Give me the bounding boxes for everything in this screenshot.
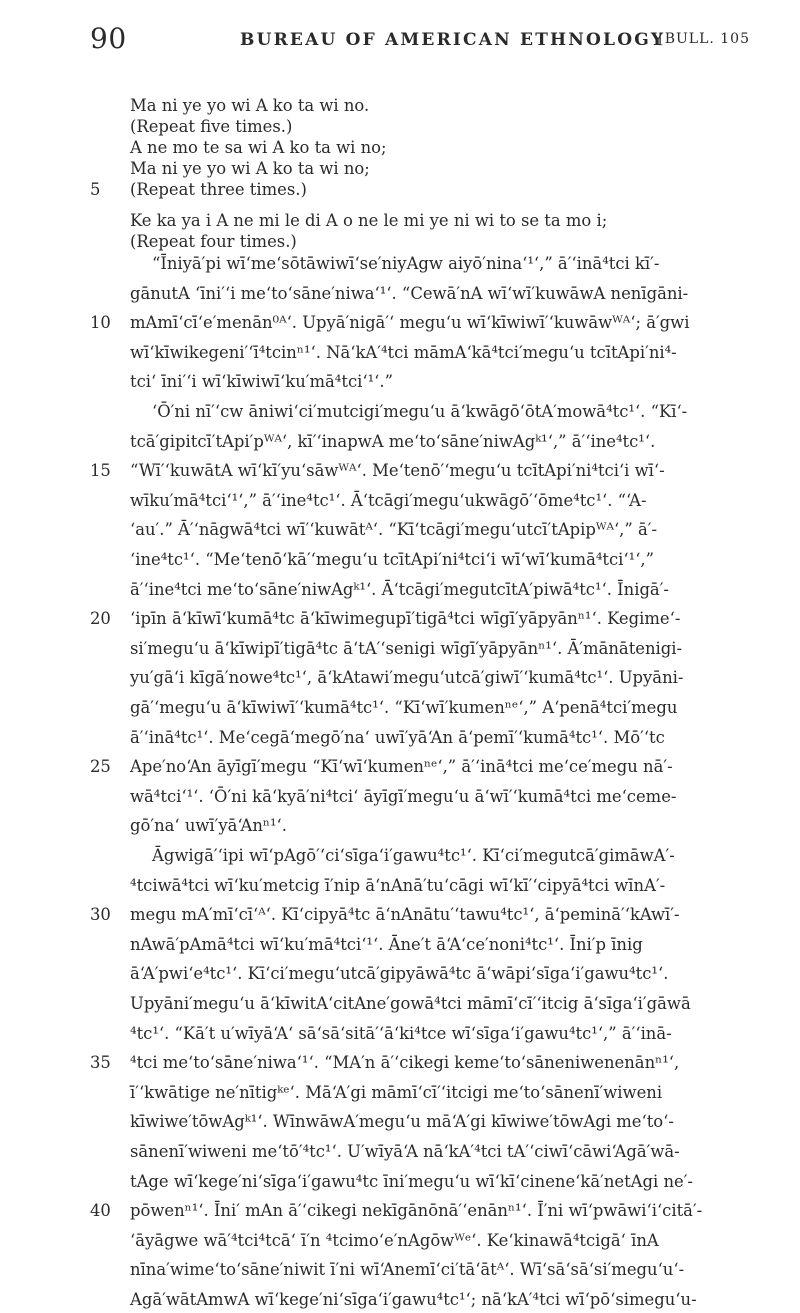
text-line: gō′na‘ uwī′yā‘Anⁿ¹‘. [130,816,287,835]
page-number: 90 [90,22,127,55]
text-line: “Īniyā′pi wī‘me‘sōtāwiwī‘se′niyAgw aiyō′nina‘¹‘,” ā′‘inā⁴tci kī′- [152,254,660,273]
bulletin-label: [BULL. 105 [658,31,750,47]
text-line: wī‘kīwikegeni′‘ī⁴tcinⁿ¹‘. Nā‘kA′⁴tci māmA‘kā⁴tci′megu‘u tcītApi′ni⁴- [130,343,677,362]
text-line: nīna′wime‘to‘sāne′niwit ī′ni wī‘Anemī‘ci′tā‘ātᴬ‘. Wī‘sā‘sā‘si′megu‘u‘- [130,1260,685,1279]
song-line: Ma ni ye yo wi A ko ta wi no; [130,159,370,178]
text-line: Āgwigā′‘ipi wī‘pAgō′‘ci‘sīga‘i′gawu⁴tc¹‘. Kī‘ci′megutcā′gimāwA′- [152,846,675,865]
text-line: ‘ipīn ā‘kīwī‘kumā⁴tc ā‘kīwimegupī′tigā⁴tci wīgī′yāpyānⁿ¹‘. Kegime‘- [130,609,681,628]
text-line: ⁴tc¹‘. “Kā′t u′wīyā‘A‘ sā‘sā‘sitā′‘ā‘ki⁴tce wī‘sīga‘i′gawu⁴tc¹‘,” ā′‘inā- [130,1024,672,1043]
text-line: ⁴tci me‘to‘sāne′niwa‘¹‘. “MA′n ā′‘cikegi keme‘to‘sāneniwenenānⁿ¹‘, [130,1053,680,1072]
text-line: ā′‘ine⁴tci me‘to‘sāne′niwAgᵏ¹‘. Ā‘tcāgi′megutcītA′piwā⁴tc¹‘. Īnigā′- [130,580,669,599]
song-line: A ne mo te sa wi A ko ta wi no; [130,138,387,157]
text-line: “Wī′‘kuwātA wī‘kī′yu‘sāwᵂᴬ‘. Me‘tenō′‘megu‘u tcītApi′ni⁴tci‘i wī‘- [130,461,665,480]
text-line: Ape′no‘An āyīgī′megu “Kī‘wī‘kumenⁿᵉ‘,” ā′‘inā⁴tci me‘ce′megu nā′- [130,757,673,776]
text-line: yu′gā‘i kīgā′nowe⁴tc¹‘, ā‘kAtawi′megu‘utcā′giwī′‘kumā⁴tc¹‘. Upyāni- [130,668,684,687]
text-line: ‘au′.” Ā′‘nāgwā⁴tci wī′‘kuwātᴬ‘. “Kī‘tcāgi′megu‘utcī′tApipᵂᴬ‘,” ā′- [130,520,658,539]
text-line: Upyāni′megu‘u ā‘kīwitA‘citAne′gowā⁴tci māmī‘cī′‘itcig ā‘sīga‘i′gāwā [130,994,691,1013]
page-header [90,22,750,56]
line-number: 30 [90,905,111,924]
text-line: ‘āyāgwe wā′⁴tci⁴tcā‘ ī′n ⁴tcimo‘e′nAgōwᵂᵉ‘. Ke‘kinawā⁴tcigā‘ īnA [130,1231,659,1250]
song-line: (Repeat four times.) [130,232,297,251]
song-line: Ma ni ye yo wi A ko ta wi no. [130,96,370,115]
running-head: BUREAU OF AMERICAN ETHNOLOGY [240,30,666,50]
text-line: wīku′mā⁴tci‘¹‘,” ā′‘ine⁴tc¹‘. Ā‘tcāgi′megu‘ukwāgō′‘ōme⁴tc¹‘. “‘A- [130,491,647,510]
line-number: 40 [90,1201,111,1220]
text-line: ‘Ō′ni nī′‘cw āniwi‘ci′mutcigi′megu‘u ā‘kwāgō‘ōtA′mowā⁴tc¹‘. “Kī‘- [152,402,688,421]
line-number: 15 [90,461,111,480]
line-number: 5 [90,180,101,199]
song-line: Ke ka ya i A ne mi le di A o ne le mi ye ni wi to se ta mo i; [130,211,608,230]
text-line: ā‘A′pwi‘e⁴tc¹‘. Kī‘ci′megu‘utcā′gipyāwā⁴tc ā‘wāpi‘sīga‘i′gawu⁴tc¹‘. [130,964,669,983]
text-line: ī′‘kwātige ne′nītigᵏᵉ‘. Mā‘A′gi māmī‘cī′‘itcigi me‘to‘sānenī′wiweni [130,1083,663,1102]
text-line: megu mA′mī‘cī‘ᴬ‘. Kī‘cipyā⁴tc ā‘nAnātu′‘tawu⁴tc¹‘, ā‘peminā′‘kAwī′- [130,905,680,924]
text-line: mAmī‘cī‘e′menān⁰ᴬ‘. Upyā′nigā′‘ megu‘u wī‘kīwiwī′‘kuwāwᵂᴬ‘; ā′gwi [130,313,690,332]
line-number: 20 [90,609,111,628]
text-line: gānutA ‘īni′‘i me‘to‘sāne′niwa‘¹‘. “Cewā′nA wī‘wī′kuwāwA nenīgāni- [130,284,689,303]
text-line: gā′‘megu‘u ā‘kīwiwī′‘kumā⁴tc¹‘. “Kī‘wī′kumenⁿᵉ‘,” A‘penā⁴tci′megu [130,698,678,717]
text-line: nAwā′pAmā⁴tci wī‘ku′mā⁴tci‘¹‘. Āne′t ā‘A‘ce′noni⁴tc¹‘. Īni′p īnig [130,935,643,954]
text-line: pōwenⁿ¹‘. Īni′ mAn ā′‘cikegi nekīgānōnā′‘enānⁿ¹‘. Ī′ni wī‘pwāwi‘i‘citā′- [130,1201,703,1220]
line-number: 10 [90,313,111,332]
song-line: (Repeat five times.) [130,117,293,136]
text-line: sānenī′wiweni me‘tō′⁴tc¹‘. U′wīyā‘A nā‘kA′⁴tci tA′‘ciwī‘cāwi‘Agā′wā- [130,1142,680,1161]
text-line: Agā′wātAmwA wī‘kege′ni‘sīga‘i′gawu⁴tc¹‘; nā‘kA′⁴tci wī‘pō‘simegu‘u- [130,1290,697,1309]
text-line: tAge wī‘kege′ni‘sīga‘i′gawu⁴tc īni′megu‘u wī‘kī‘cinene‘kā′netAgi ne′- [130,1172,693,1191]
song-line: (Repeat three times.) [130,180,307,199]
text-line: ⁴tciwā⁴tci wī‘ku′metcig ī′nip ā‘nAnā′tu‘cāgi wī‘kī′‘cipyā⁴tci wīnA′- [130,876,666,895]
text-line: tcā′gipitcī′tApi′pᵂᴬ‘, kī′‘inapwA me‘to‘sāne′niwAgᵏ¹‘,” ā′‘ine⁴tc¹‘. [130,432,656,451]
text-line: ā′‘inā⁴tc¹‘. Me‘cegā‘megō′na‘ uwī′yā‘An ā‘pemī′‘kumā⁴tc¹‘. Mō′‘tc [130,728,665,747]
text-line: tci‘ īni′‘i wī‘kīwiwī‘ku′mā⁴tci‘¹‘.” [130,372,393,391]
text-line: si′megu‘u ā‘kīwipī′tigā⁴tc ā‘tA′‘senigi wīgī′yāpyānⁿ¹‘. Ā′mānātenigi- [130,639,683,658]
line-number: 35 [90,1053,111,1072]
text-line: kīwiwe′tōwAgᵏ¹‘. WīnwāwA′megu‘u mā‘A′gi kīwiwe′tōwAgi me‘to‘- [130,1112,674,1131]
text-line: ‘ine⁴tc¹‘. “Me‘tenō‘kā′‘megu‘u tcītApi′ni⁴tci‘i wī‘wī‘kumā⁴tci‘¹‘,” [130,550,654,569]
text-line: wā⁴tci‘¹‘. ‘Ō′ni kā‘kyā′ni⁴tci‘ āyīgī′megu‘u ā‘wī′‘kumā⁴tci me‘ceme- [130,787,677,806]
line-number: 25 [90,757,111,776]
